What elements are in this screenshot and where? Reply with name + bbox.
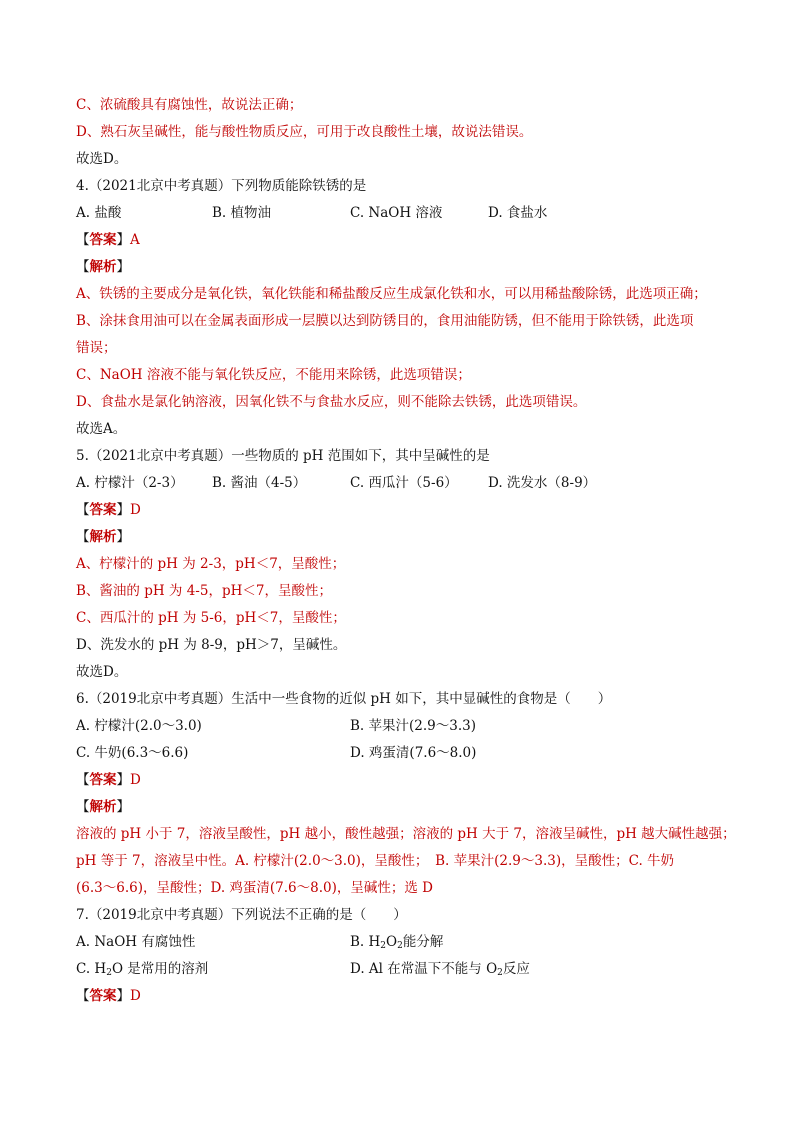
q6-option-b: B. 苹果汁(2.9～3.3) xyxy=(350,718,476,734)
q7-option-a: A. NaOH 有腐蚀性 xyxy=(76,934,196,950)
q6-analysis-line1: 溶液的 pH 小于 7，溶液呈酸性，pH 越小，酸性越强；溶液的 pH 大于 7，溶液呈碱性，pH 越大碱性越强； xyxy=(76,826,736,842)
q5-option-a: A. 柠檬汁（2-3） xyxy=(76,475,184,491)
q5-analysis-b: B、酱油的 pH 为 4-5，pH＜7，呈酸性； xyxy=(76,583,332,599)
q5-stem: 5.（2021北京中考真题）一些物质的 pH 范围如下，其中呈碱性的是 xyxy=(76,448,490,464)
q4-option-d: D. 食盐水 xyxy=(488,205,548,221)
q6-option-c: C. 牛奶(6.3～6.6) xyxy=(76,745,189,761)
q5-answer: 【答案】D xyxy=(76,502,141,518)
q6-analysis-label: 解析 xyxy=(89,799,117,815)
q5-choice: 故选D。 xyxy=(76,664,128,680)
q5-option-d: D. 洗发水（8-9） xyxy=(488,475,597,491)
q4-options xyxy=(76,200,726,227)
q6-analysis-line3: (6.3～6.6)，呈酸性；D. 鸡蛋清(7.6～8.0)，呈碱性；选 D xyxy=(76,880,433,896)
q7-options-row2 xyxy=(76,956,726,983)
q5-analysis-heading: 【解析】 xyxy=(76,529,130,545)
q6-answer: 【答案】D xyxy=(76,772,141,788)
document-page xyxy=(76,92,736,1010)
q4-answer-value: A xyxy=(130,232,140,248)
q7-answer: 【答案】D xyxy=(76,988,141,1004)
q4-choice: 故选A。 xyxy=(76,421,127,437)
q6-analysis-heading: 【解析】 xyxy=(76,799,130,815)
q6-option-d: D. 鸡蛋清(7.6～8.0) xyxy=(350,745,477,761)
q6-stem: 6.（2019北京中考真题）生活中一些食物的近似 pH 如下，其中显碱性的食物是（ ） xyxy=(76,691,612,707)
q4-answer-label: 答案 xyxy=(89,232,117,248)
q4-analysis-label: 解析 xyxy=(89,259,117,275)
q4-answer: 【答案】A xyxy=(76,232,140,248)
q7-answer-value: D xyxy=(130,988,141,1004)
q7-option-b: B. $H_2O_2$能分解 xyxy=(350,934,444,951)
q7-answer-label: 答案 xyxy=(89,988,117,1004)
q6-answer-label: 答案 xyxy=(89,772,117,788)
q4-analysis-c: C、NaOH 溶液不能与氧化铁反应，不能用来除锈，此选项错误； xyxy=(76,367,471,383)
q5-answer-label: 答案 xyxy=(89,502,117,518)
q4-analysis-d: D、食盐水是氯化钠溶液，因氧化铁不与食盐水反应，则不能除去铁锈，此选项错误。 xyxy=(76,394,587,410)
prev-choice: 故选D。 xyxy=(76,151,128,167)
q7-stem: 7.（2019北京中考真题）下列说法不正确的是（ ） xyxy=(76,907,407,923)
q5-options xyxy=(76,470,726,497)
prev-analysis-d: D、熟石灰呈碱性，能与酸性物质反应，可用于改良酸性土壤，故说法错误。 xyxy=(76,124,533,140)
q6-analysis-line2: pH 等于 7，溶液呈中性。A. 柠檬汁(2.0～3.0)，呈酸性； B. 苹果汁(2.9～3.3)，呈酸性；C. 牛奶 xyxy=(76,853,675,869)
q5-option-b: B. 酱油（4-5） xyxy=(212,475,307,491)
q6-options-row2 xyxy=(76,740,726,767)
q4-analysis-a: A、铁锈的主要成分是氧化铁，氧化铁能和稀盐酸反应生成氯化铁和水，可以用稀盐酸除锈，此选项正确； xyxy=(76,286,707,302)
q7-option-c: C. $H_2O$ 是常用的溶剂 xyxy=(76,961,209,978)
q5-analysis-label: 解析 xyxy=(89,529,117,545)
q6-options-row1 xyxy=(76,713,726,740)
q4-analysis-b2: 错误； xyxy=(76,340,117,356)
q4-analysis-b1: B、涂抹食用油可以在金属表面形成一层膜以达到防锈目的，食用油能防锈，但不能用于除铁锈，此选项 xyxy=(76,313,694,329)
prev-analysis-c: C、浓硫酸具有腐蚀性，故说法正确； xyxy=(76,97,303,113)
q5-analysis-c: C、西瓜汁的 pH 为 5-6，pH＜7，呈酸性； xyxy=(76,610,346,626)
q5-analysis-a: A、柠檬汁的 pH 为 2-3，pH＜7，呈酸性； xyxy=(76,556,346,572)
q5-analysis-d: D、洗发水的 pH 为 8-9，pH＞7，呈碱性。 xyxy=(76,637,347,653)
q7-option-d: D. Al 在常温下不能与 $O_2$反应 xyxy=(350,961,530,978)
q7-options-row1 xyxy=(76,929,726,956)
q5-option-c: C. 西瓜汁（5-6） xyxy=(350,475,458,491)
q6-option-a: A. 柠檬汁(2.0～3.0) xyxy=(76,718,202,734)
q4-analysis-heading: 【解析】 xyxy=(76,259,130,275)
q4-stem: 4.（2021北京中考真题）下列物质能除铁锈的是 xyxy=(76,178,367,194)
q4-option-c: C. NaOH 溶液 xyxy=(350,205,443,221)
q4-option-b: B. 植物油 xyxy=(212,205,272,221)
q5-answer-value: D xyxy=(130,502,141,518)
q6-answer-value: D xyxy=(130,772,141,788)
q4-option-a: A. 盐酸 xyxy=(76,205,122,221)
